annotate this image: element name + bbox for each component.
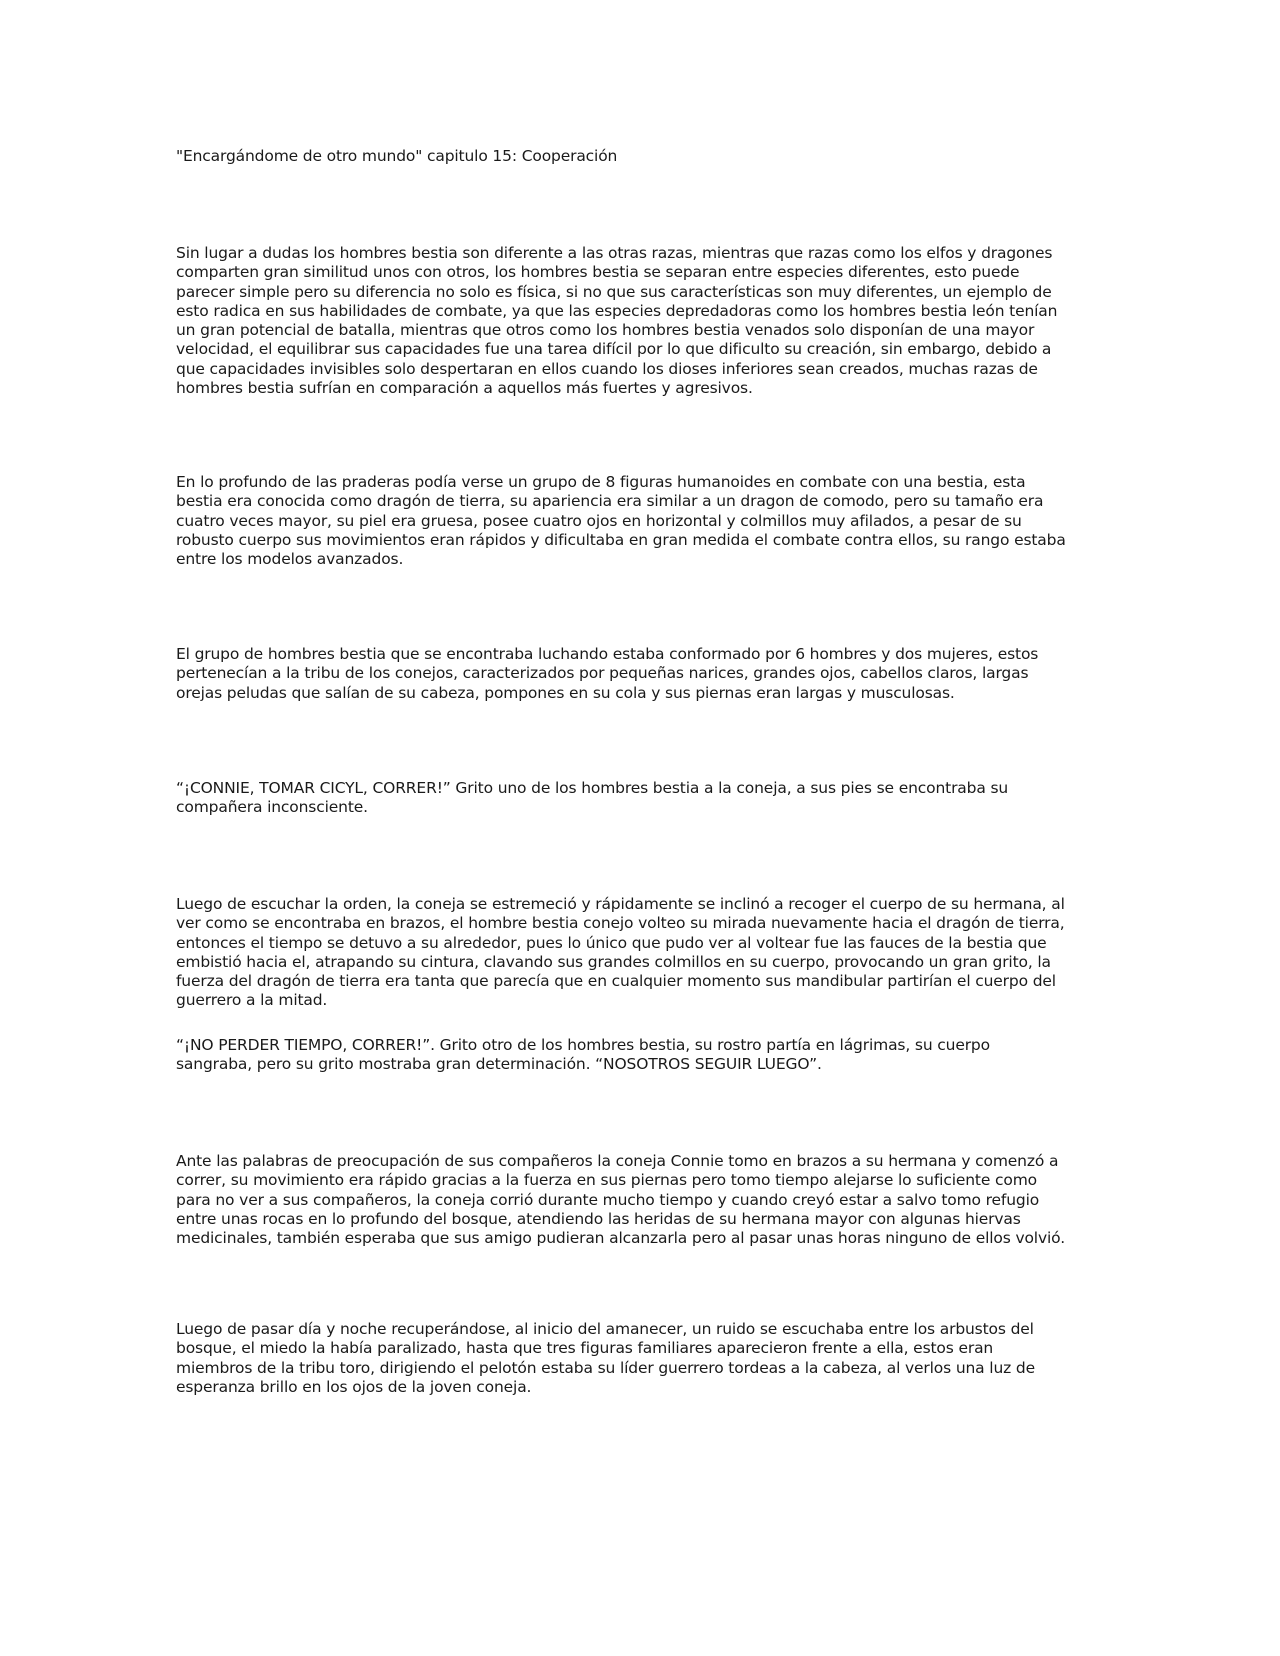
paragraph-6: “¡NO PERDER TIEMPO, CORRER!”. Grito otro de los hombres bestia, su rostro partía en lágrimas, su cuerpo sangraba, pero su grito mostraba gran determinación. “NOSOTROS SEGUIR LUEGO”. (176, 1036, 990, 1074)
paragraph-2: En lo profundo de las praderas podía verse un grupo de 8 figuras humanoides en combate con una bestia, esta bestia era conocida como dragón de tierra, su apariencia era similar a un dragon de comodo, pero su tamaño era cuatro veces mayor, su piel era gruesa, posee cuatro ojos en horizontal y colmillos muy afilados, a pesar de su robusto cuerpo sus movimientos eran rápidos y dificultaba en gran medida el combate contra ellos, su rango estaba entre los modelos avanzados. (176, 473, 1066, 569)
paragraph-3: El grupo de hombres bestia que se encontraba luchando estaba conformado por 6 hombres y dos mujeres, estos pertenecían a la tribu de los conejos, caracterizados por pequeñas narices, grandes ojos, cabellos claros, largas orejas peludas que salían de su cabeza, pompones en su cola y sus piernas eran largas y musculosas. (176, 645, 1039, 702)
chapter-title: "Encargándome de otro mundo" capitulo 15: Cooperación (176, 147, 618, 165)
paragraph-1: Sin lugar a dudas los hombres bestia son diferente a las otras razas, mientras que razas como los elfos y dragones comparten gran similitud unos con otros, los hombres bestia se separan entre especies diferentes, esto puede parecer simple pero su diferencia no solo es física, si no que sus características son muy diferentes, un ejemplo de esto radica en sus habilidades de combate, ya que las especies depredadoras como los hombres bestia león tenían un gran potencial de batalla, mientras que otros como los hombres bestia venados solo disponían de una mayor velocidad, el equilibrar sus capacidades fue una tarea difícil por lo que dificulto su creación, sin embargo, debido a que capacidades invisibles solo despertaran en ellos cuando los dioses inferiores sean creados, muchas razas de hombres bestia sufrían en comparación a aquellos más fuertes y agresivos. (176, 244, 1058, 398)
paragraph-5: Luego de escuchar la orden, la coneja se estremeció y rápidamente se inclinó a recoger el cuerpo de su hermana, al ver como se encontraba en brazos, el hombre bestia conejo volteo su mirada nuevamente hacia el dragón de tierra, entonces el tiempo se detuvo a su alrededor, pues lo único que pudo ver al voltear fue las fauces de la bestia que embistió hacia el, atrapando su cintura, clavando sus grandes colmillos en su cuerpo, provocando un gran grito, la fuerza del dragón de tierra era tanta que parecía que en cualquier momento sus mandibular partirían el cuerpo del guerrero a la mitad. (176, 895, 1065, 1010)
paragraph-7: Ante las palabras de preocupación de sus compañeros la coneja Connie tomo en brazos a su hermana y comenzó a correr, su movimiento era rápido gracias a la fuerza en sus piernas pero tomo tiempo alejarse lo suficiente como para no ver a sus compañeros, la coneja corrió durante mucho tiempo y cuando creyó estar a salvo tomo refugio entre unas rocas en lo profundo del bosque, atendiendo las heridas de su hermana mayor con algunas hiervas medicinales, también esperaba que sus amigo pudieran alcanzarla pero al pasar unas horas ninguno de ellos volvió. (176, 1152, 1065, 1248)
paragraph-4: “¡CONNIE, TOMAR CICYL, CORRER!” Grito uno de los hombres bestia a la coneja, a sus pies se encontraba su compañera inconsciente. (176, 779, 1009, 817)
paragraph-8: Luego de pasar día y noche recuperándose, al inicio del amanecer, un ruido se escuchaba entre los arbustos del bosque, el miedo la había paralizado, hasta que tres figuras familiares aparecieron frente a ella, estos eran miembros de la tribu toro, dirigiendo el pelotón estaba su líder guerrero tordeas a la cabeza, al verlos una luz de esperanza brillo en los ojos de la joven coneja. (176, 1320, 1035, 1396)
